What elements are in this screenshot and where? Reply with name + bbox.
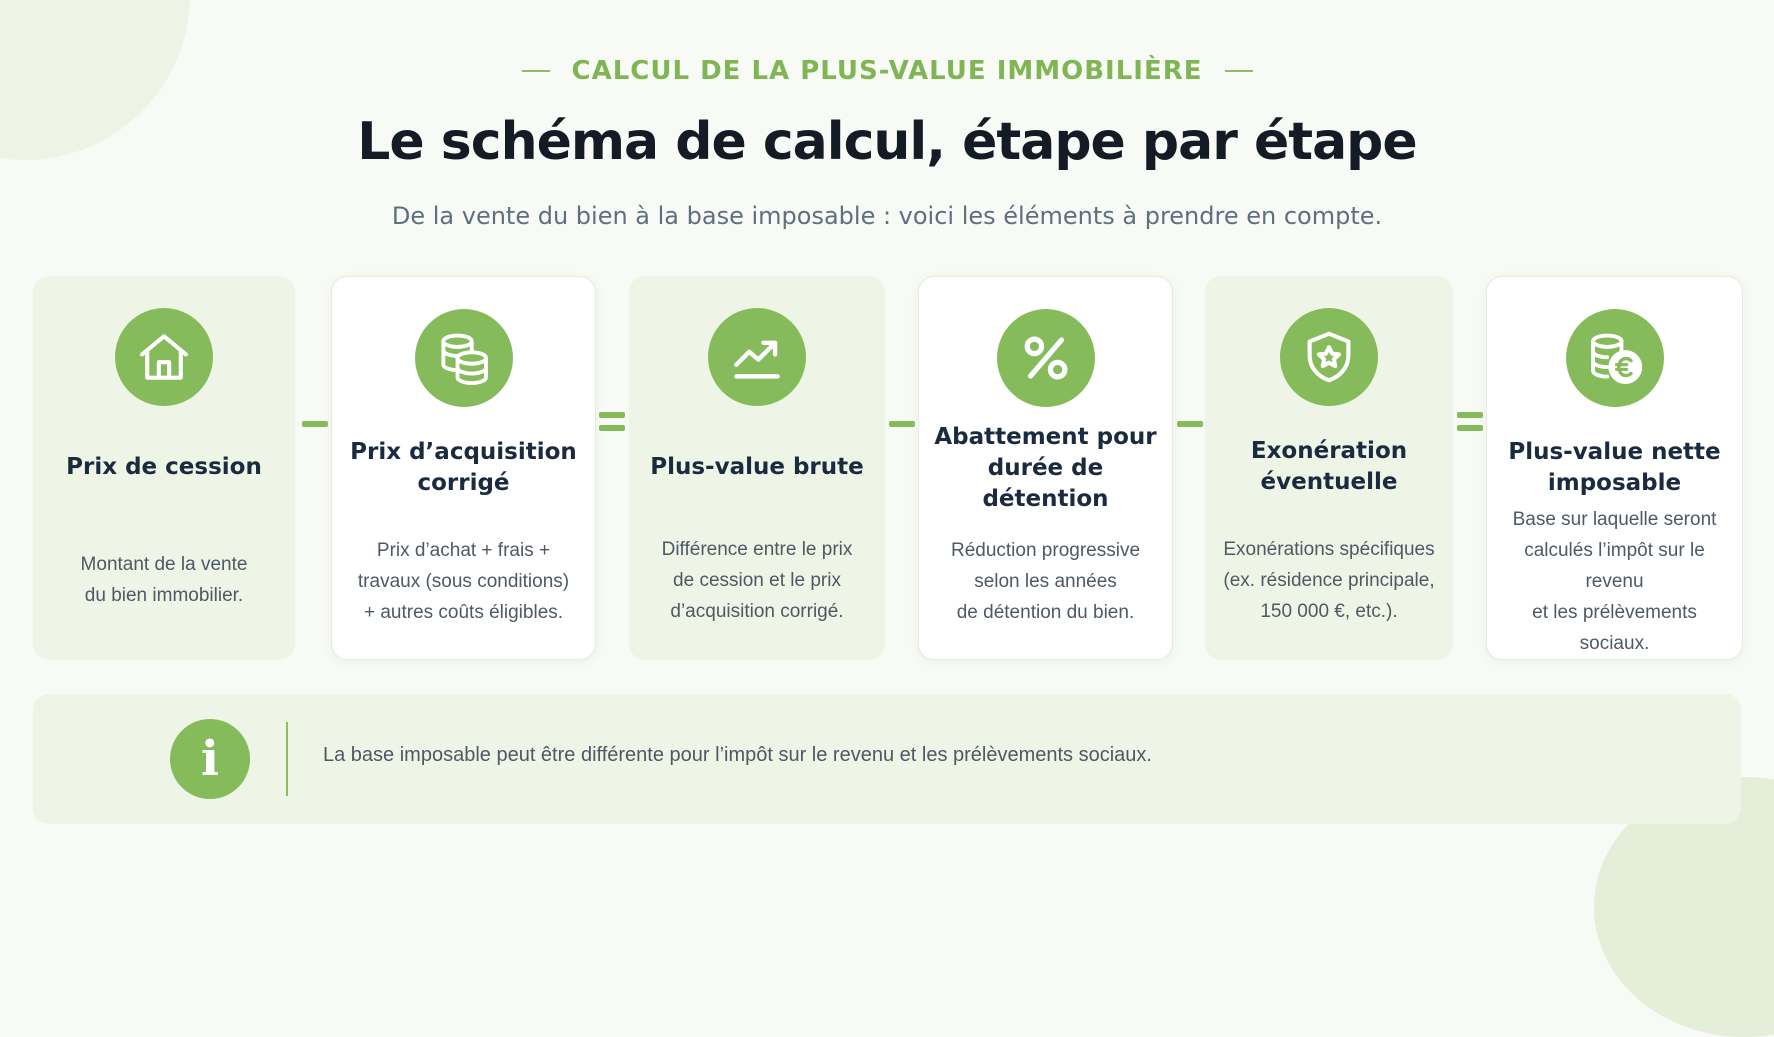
step-description: Base sur laquelle seront calculés l’impôt sur le revenu et les prélèvements sociaux.: [1512, 508, 1717, 654]
step-card-exoneration: [1205, 276, 1453, 660]
minus-operator: [889, 421, 915, 427]
equals-operator: [1457, 412, 1483, 438]
minus-operator: [302, 421, 328, 427]
step-card-prix-de-cession: [33, 276, 295, 660]
shield-star-icon: [1280, 308, 1378, 406]
step-card-abattement: [918, 276, 1173, 660]
kicker: [0, 56, 1774, 86]
step-card-plus-value-nette: [1486, 276, 1743, 660]
step-description: Prix d’achat + frais + travaux (sous conditions) + autres coûts éligibles.: [357, 539, 570, 623]
info-divider: [286, 722, 288, 796]
step-title: Abattement pour durée de détention: [934, 423, 1157, 512]
percent-icon: [997, 309, 1095, 407]
step-description: Montant de la vente du bien immobilier.: [80, 554, 248, 606]
equals-operator: [599, 412, 625, 438]
step-description: Différence entre le prix de cession et le prix d’acquisition corrigé.: [661, 538, 853, 622]
coins-stack-icon: [415, 309, 513, 407]
kicker-dash-right: [1225, 70, 1253, 72]
info-icon-glyph: i: [200, 731, 220, 787]
house-icon: [115, 308, 213, 406]
info-text: La base imposable peut être différente pour l’impôt sur le revenu et les prélèvements sociaux.: [323, 744, 1152, 766]
page-subtitle: De la vente du bien à la base imposable : voici les éléments à prendre en compte.: [391, 202, 1383, 230]
kicker-text: CALCUL DE LA PLUS-VALUE IMMOBILIÈRE: [571, 56, 1203, 86]
step-title: Exonération éventuelle: [1250, 438, 1408, 495]
step-card-plus-value-brute: [629, 276, 885, 660]
step-title: Plus-value nette imposable: [1508, 439, 1721, 496]
step-title: Prix d’acquisition corrigé: [350, 439, 577, 496]
step-description: Exonérations spécifiques (ex. résidence principale, 150 000 €, etc.).: [1223, 538, 1435, 622]
info-icon: [170, 719, 250, 799]
page-title: Le schéma de calcul, étape par étape: [357, 112, 1417, 172]
trend-up-icon: [708, 308, 806, 406]
coins-euro-icon: [1566, 309, 1664, 407]
minus-operator: [1177, 421, 1203, 427]
kicker-dash-left: [522, 70, 550, 72]
step-card-prix-acquisition-corrige: [331, 276, 596, 660]
step-title: Plus-value brute: [650, 453, 864, 480]
step-description: Réduction progressive selon les années de détention du bien.: [950, 539, 1141, 623]
step-title: Prix de cession: [66, 453, 262, 480]
info-banner: [33, 694, 1741, 824]
